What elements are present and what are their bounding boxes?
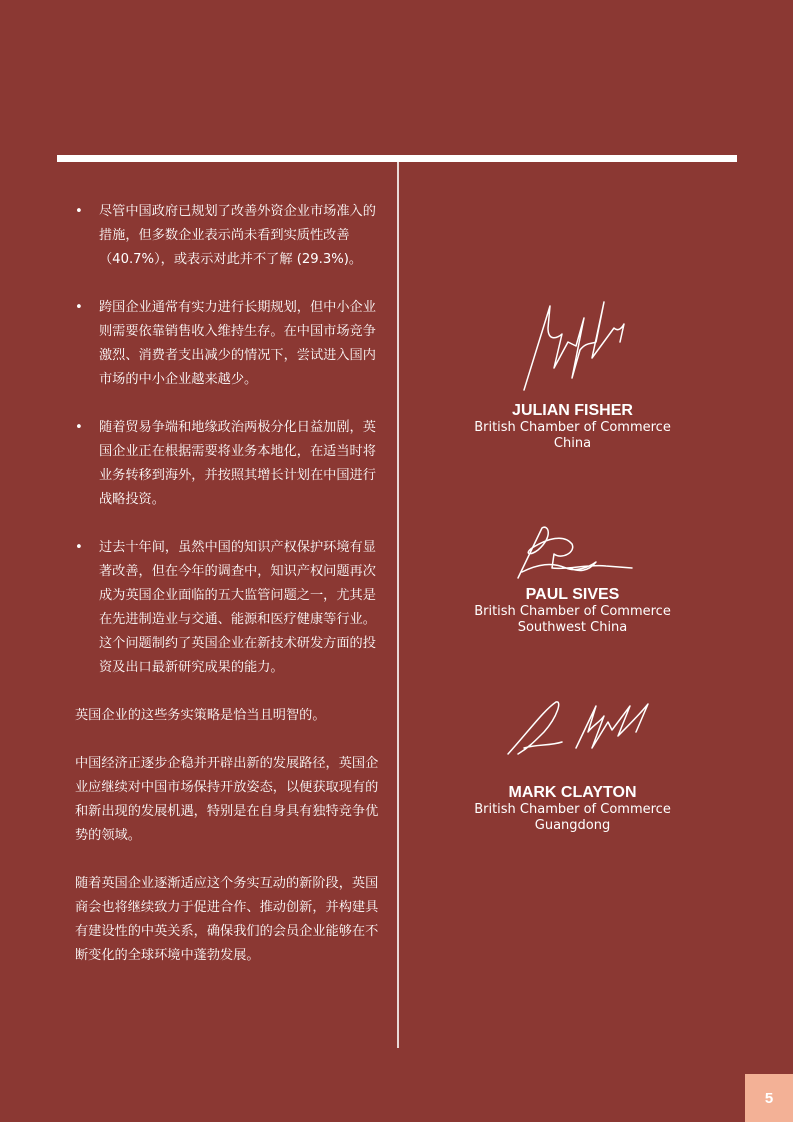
bullet-dot: • <box>75 420 83 435</box>
signatory-region: China <box>553 436 592 451</box>
bullet-dot: • <box>75 300 83 315</box>
body-paragraph: 中国经济正逐步企稳并开辟出新的发展路径，英国企业应继续对中国市场保持开放姿态，以便获取现有的和新出现的发展机遇，特别是在自身具有独特竞争优势的领域。 <box>75 756 379 843</box>
signatory-paul-sives <box>460 520 685 636</box>
signatory-organization: British Chamber of Commerce <box>474 604 671 619</box>
signatory-region: Guangdong <box>534 818 611 833</box>
column-divider <box>397 162 399 1048</box>
bullet-list <box>75 200 380 680</box>
bullet-dot: • <box>75 540 83 555</box>
bullet-item <box>75 536 380 680</box>
bullet-item <box>75 200 380 272</box>
bullet-text: 尽管中国政府已规划了改善外资企业市场准入的措施，但多数企业表示尚未看到实质性改善（40.7%），或表示对此并不了解 (29.3%)。 <box>99 204 376 267</box>
signatory-organization: British Chamber of Commerce <box>474 802 671 817</box>
signatory-name: PAUL SIVES <box>525 586 620 603</box>
bullet-item <box>75 296 380 392</box>
body-paragraph: 英国企业的这些务实策略是恰当且明智的。 <box>75 708 326 723</box>
signatory-organization: British Chamber of Commerce <box>474 420 671 435</box>
signatory-name: JULIAN FISHER <box>512 402 633 419</box>
signatory-julian-fisher <box>460 298 685 452</box>
top-rule <box>57 155 737 162</box>
body-text-column <box>75 200 380 992</box>
signatory-region: Southwest China <box>517 620 628 635</box>
signature-image <box>508 298 638 398</box>
bullet-text: 过去十年间，虽然中国的知识产权保护环境有显著改善，但在今年的调查中，知识产权问题再次成为英国企业面临的五大监管问题之一，尤其是在先进制造业与交通、能源和医疗健康等行业。这个问题制约了英国企业在新技术研发方面的投资及出口最新研究成果的能力。 <box>99 540 376 675</box>
bullet-item <box>75 416 380 512</box>
body-paragraph: 随着英国企业逐渐适应这个务实互动的新阶段，英国商会也将继续致力于促进合作、推动创新，并构建具有建设性的中英关系，确保我们的会员企业能够在不断变化的全球环境中蓬勃发展。 <box>75 876 379 963</box>
signature-image <box>508 520 638 582</box>
signatory-mark-clayton <box>460 692 685 834</box>
bullet-text: 随着贸易争端和地缘政治两极分化日益加剧，英国企业正在根据需要将业务本地化，在适当时将业务转移到海外，并按照其增长计划在中国进行战略投资。 <box>99 420 376 507</box>
bullet-dot: • <box>75 204 83 219</box>
bullet-text: 跨国企业通常有实力进行长期规划，但中小企业则需要依靠销售收入维持生存。在中国市场竞争激烈、消费者支出减少的情况下，尝试进入国内市场的中小企业越来越少。 <box>99 300 376 387</box>
page-number: 5 <box>745 1074 793 1122</box>
signature-image <box>488 692 658 780</box>
signatory-name: MARK CLAYTON <box>508 784 637 801</box>
